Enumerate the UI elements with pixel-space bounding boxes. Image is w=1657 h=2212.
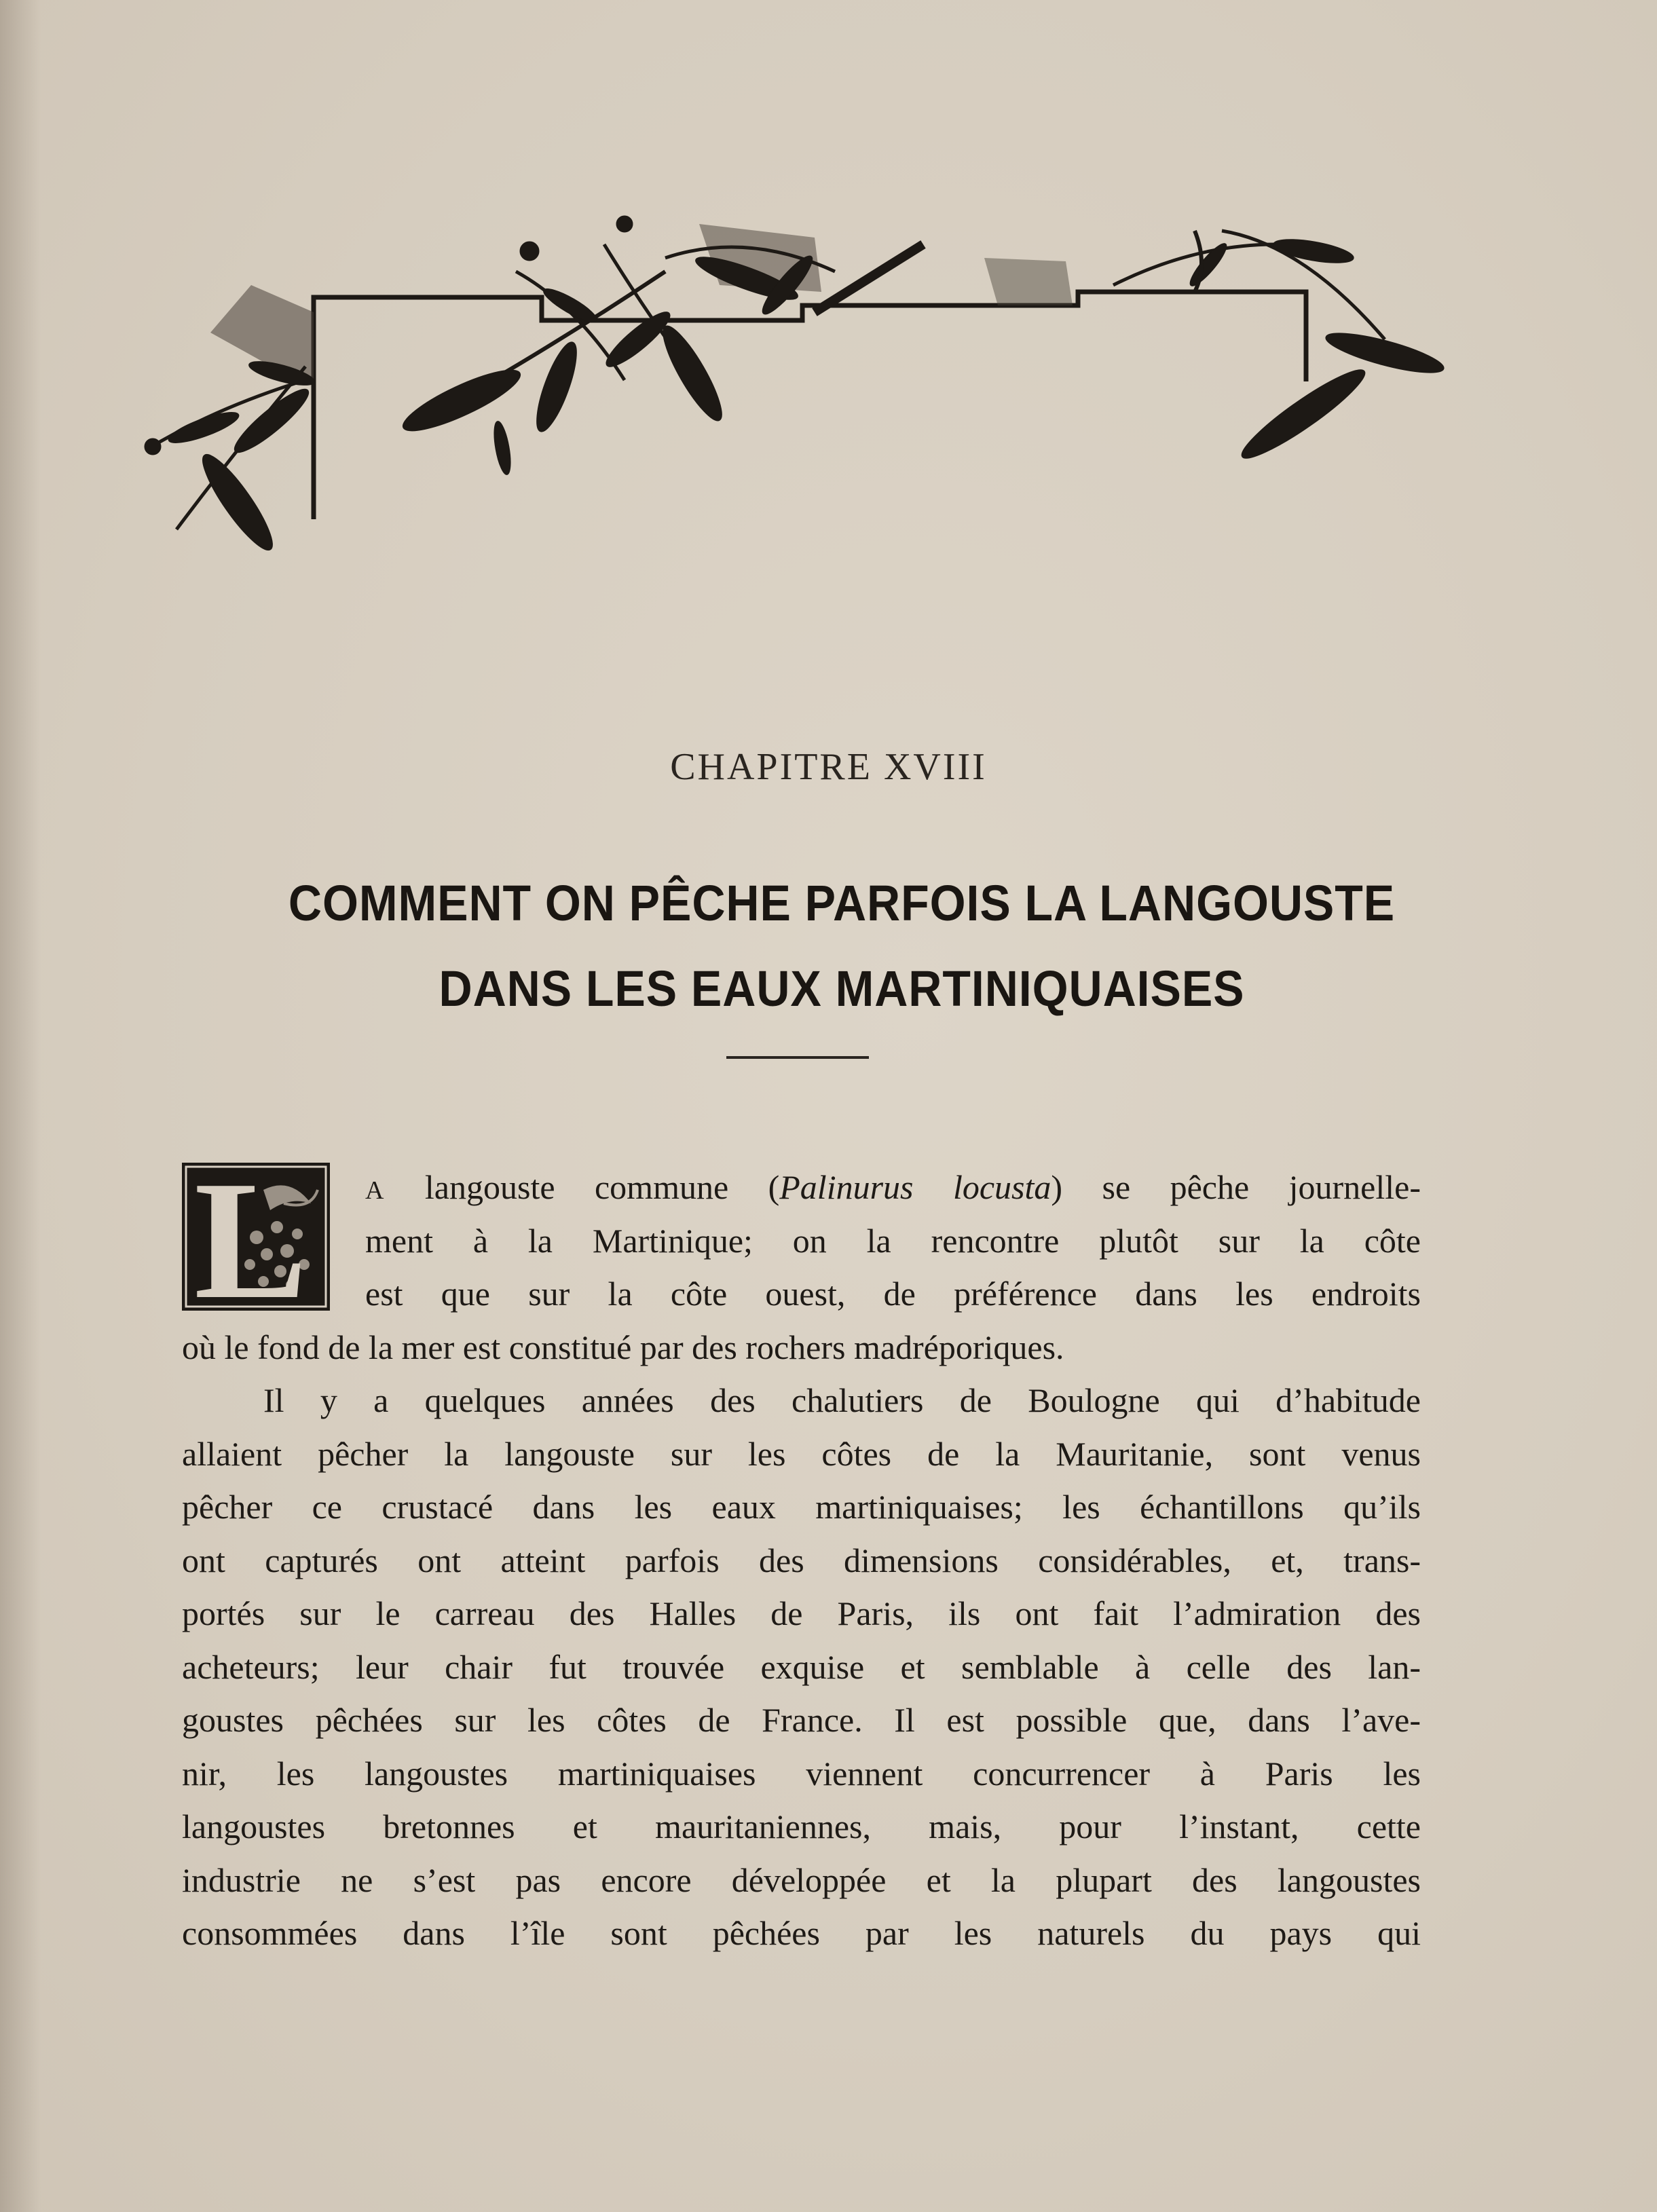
text-line: où le fond de la mer est constitué par des rochers madréporiques. bbox=[182, 1328, 1064, 1366]
floral-header-ornament-icon bbox=[136, 204, 1459, 597]
body-text bbox=[182, 1161, 1421, 1960]
text-line: allaient pêcher la langouste sur les côtes de la Mauritanie, sont venus bbox=[182, 1434, 1421, 1473]
text-fragment: langouste commune ( bbox=[385, 1168, 780, 1206]
text-line: Il y a quelques années des chalutiers de Boulogne qui d’habitude bbox=[263, 1381, 1421, 1419]
text-line: industrie ne s’est pas encore développée et la plupart des langoustes bbox=[182, 1860, 1421, 1899]
text-line bbox=[365, 1161, 1421, 1214]
text-line: goustes pêchées sur les côtes de France. Il est possible que, dans l’ave- bbox=[182, 1701, 1421, 1739]
chapter-title-line-1: COMMENT ON PÊCHE PARFOIS LA LANGOUSTE bbox=[288, 875, 1396, 931]
species-name: Palinurus locusta bbox=[779, 1168, 1051, 1206]
dropcap-letter: L bbox=[194, 1146, 308, 1334]
text-line: est que sur la côte ouest, de préférence dans les endroits bbox=[365, 1275, 1421, 1313]
spine-shadow bbox=[0, 0, 41, 2212]
text-line: ont capturés ont atteint parfois des dimensions considérables, et, trans- bbox=[182, 1541, 1421, 1579]
text-line: acheteurs; leur chair fut trouvée exquise et semblable à celle des lan- bbox=[182, 1647, 1421, 1686]
chapter-title bbox=[192, 861, 1491, 1032]
text-line: portés sur le carreau des Halles de Paris, ils ont fait l’admiration des bbox=[182, 1594, 1421, 1632]
text-line: ment à la Martinique; on la rencontre plutôt sur la côte bbox=[365, 1221, 1421, 1260]
chapter-number: CHAPITRE XVIII bbox=[670, 746, 987, 788]
title-divider bbox=[726, 1056, 869, 1059]
text-line: pêcher ce crustacé dans les eaux martiniquaises; les échantillons qu’ils bbox=[182, 1488, 1421, 1526]
text-fragment: ) se pêche journelle- bbox=[1051, 1168, 1421, 1206]
text-line: langoustes bretonnes et mauritaniennes, mais, pour l’instant, cette bbox=[182, 1807, 1421, 1845]
smallcap-letter: A bbox=[365, 1176, 386, 1205]
text-line: consommées dans l’île sont pêchées par les naturels du pays qui bbox=[182, 1914, 1421, 1952]
text-line: nir, les langoustes martiniquaises viennent concurrencer à Paris les bbox=[182, 1754, 1421, 1793]
chapter-title-line-2: DANS LES EAUX MARTINIQUAISES bbox=[439, 960, 1245, 1017]
